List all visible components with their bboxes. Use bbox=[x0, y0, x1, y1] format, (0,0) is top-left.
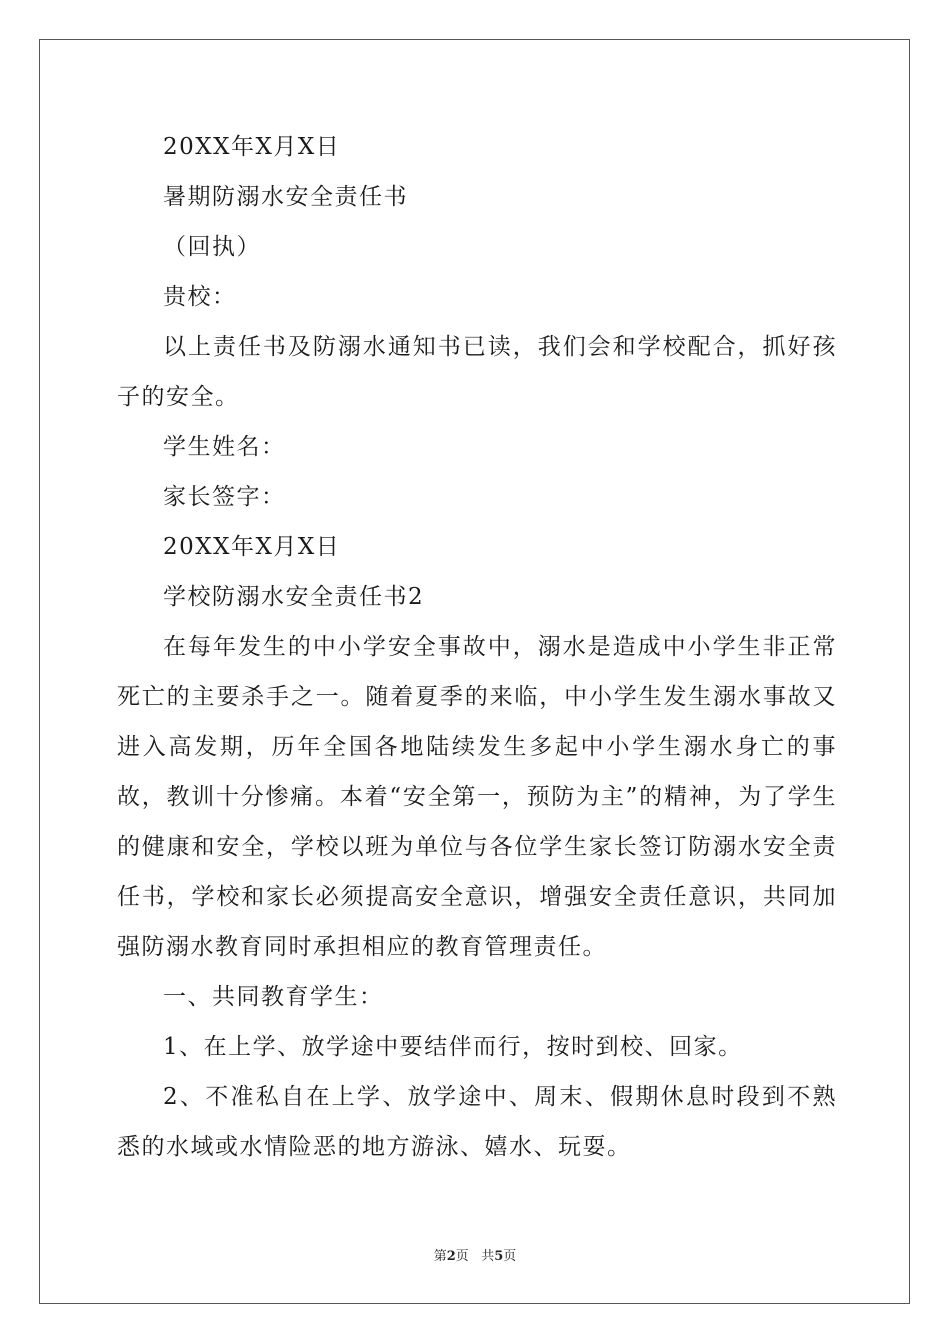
list-item-2: 2、不准私自在上学、放学途中、周末、假期休息时段到不熟悉的水域或水情险恶的地方游泳、嬉水、玩耍。 bbox=[117, 1084, 837, 1160]
receipt-label: （回执） bbox=[163, 234, 261, 260]
total-page-number: 5 bbox=[494, 1249, 504, 1264]
parent-signature-label: 家长签字： bbox=[163, 484, 286, 510]
section-heading-1: 一、共同教育学生： bbox=[163, 984, 384, 1010]
document-title: 暑期防溺水安全责任书 bbox=[163, 184, 408, 210]
footer-mid: 页 共 bbox=[455, 1249, 495, 1264]
acknowledgement-paragraph: 以上责任书及防溺水通知书已读，我们会和学校配合，抓好孩子的安全。 bbox=[117, 334, 837, 410]
intro-paragraph: 在每年发生的中小学安全事故中，溺水是造成中小学生非正常死亡的主要杀手之一。随着夏季的来临，中小学生发生溺水事故又进入高发期，历年全国各地陆续发生多起中小学生溺水身亡的事故，教训十分惨痛。本着“安全第一，预防为主”的精神，为了学生的健康和安全，学校以班为单位与各位学生家长签订防溺水安全责任书，学校和家长必须提高安全意识，增强安全责任意识，共同加强防溺水教育同时承担相应的教育管理责任。 bbox=[117, 634, 837, 960]
page-footer bbox=[0, 1245, 950, 1264]
student-name-label: 学生姓名： bbox=[163, 434, 286, 460]
salutation: 贵校： bbox=[163, 284, 237, 310]
footer-prefix: 第 bbox=[433, 1249, 447, 1264]
date-line: 20XX年X月X日 bbox=[163, 134, 341, 160]
document-body bbox=[117, 122, 837, 1172]
date-line-2: 20XX年X月X日 bbox=[163, 534, 341, 560]
section-title-2: 学校防溺水安全责任书2 bbox=[163, 584, 425, 610]
list-item-1: 1、在上学、放学途中要结伴而行，按时到校、回家。 bbox=[163, 1034, 743, 1060]
current-page-number: 2 bbox=[446, 1249, 456, 1264]
footer-suffix: 页 bbox=[503, 1249, 517, 1264]
